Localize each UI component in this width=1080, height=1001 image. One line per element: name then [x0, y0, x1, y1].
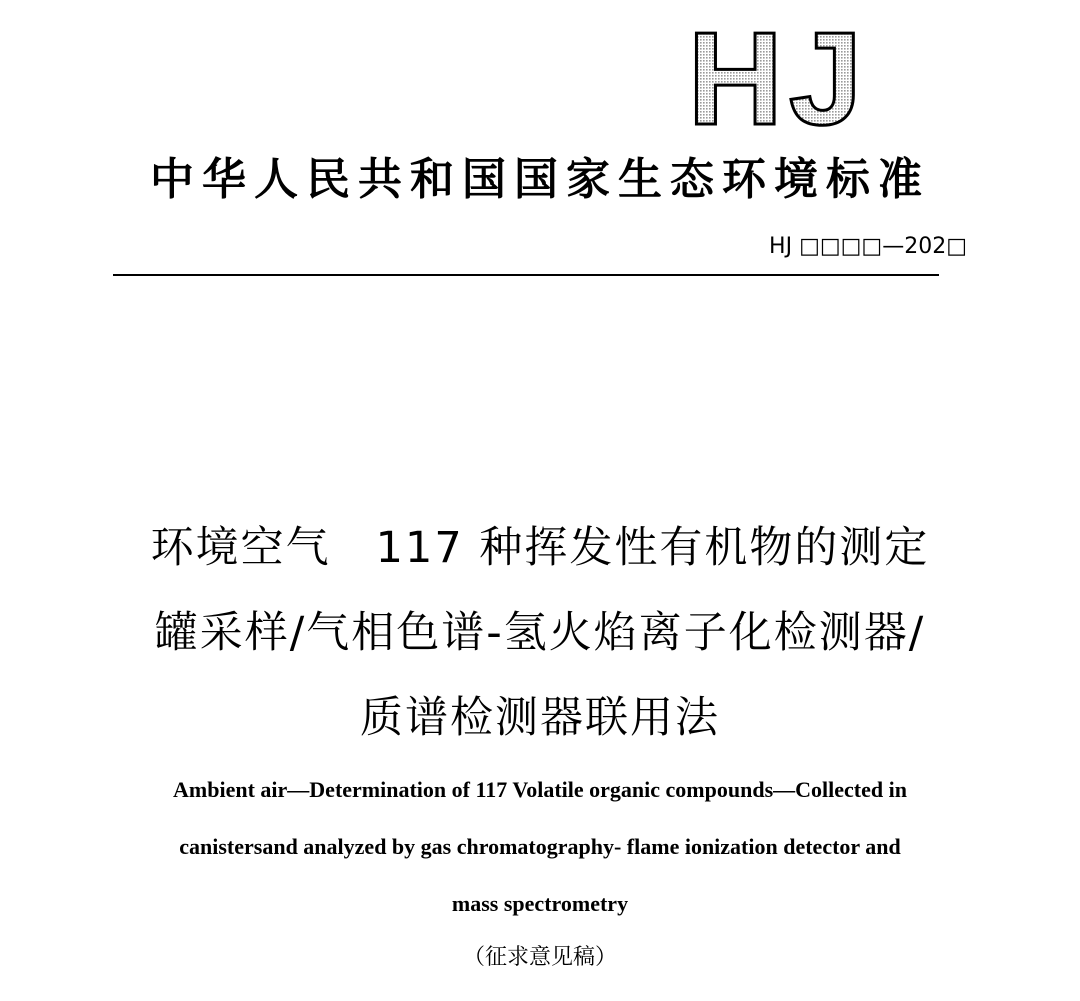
title-en-line-1: Ambient air—Determination of 117 Volatile organic compounds—Collected in: [173, 777, 907, 802]
draft-status: （征求意见稿）: [462, 945, 617, 970]
title-zh-line-3: 质谱检测器联用法: [360, 693, 720, 743]
title-en-line-3: mass spectrometry: [451, 891, 629, 916]
title-zh-line-2: 罐采样/气相色谱-氢火焰离子化检测器/: [154, 608, 926, 658]
title-en-line-2: canistersand analyzed by gas chromatography- flame ionization detector and: [179, 834, 901, 859]
title-zh-line-1: 环境空气 117 种挥发性有机物的测定: [150, 523, 930, 573]
issuing-organization: 中华人民共和国国家生态环境标准: [150, 154, 930, 205]
hj-logo-text: HJ: [687, 24, 869, 132]
standard-code: HJ □□□□—202□: [769, 234, 967, 259]
header-divider: [113, 274, 939, 276]
hj-logo: [676, 24, 880, 132]
